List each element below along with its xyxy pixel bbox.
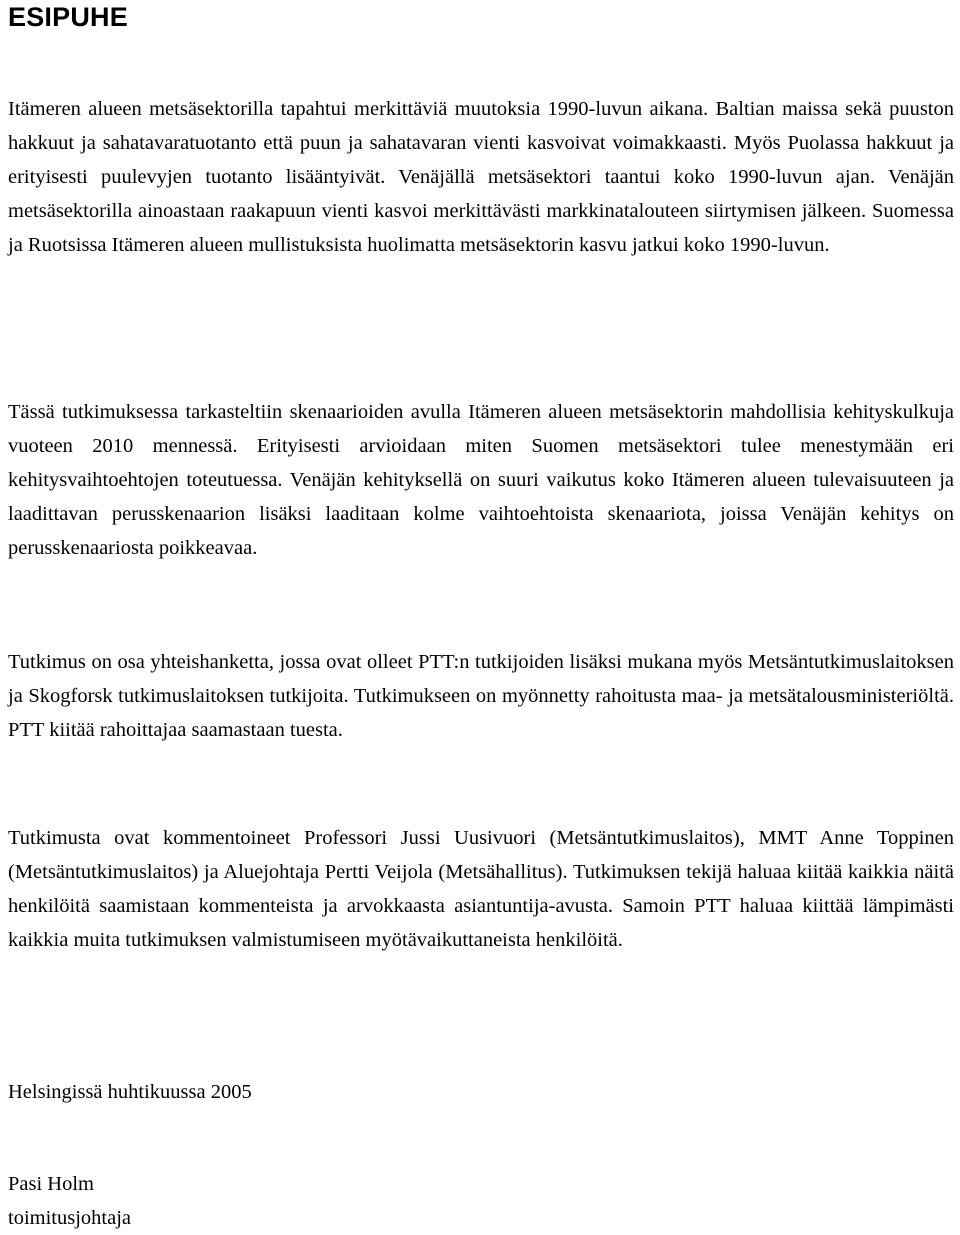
signer-title: toimitusjohtaja (8, 1207, 131, 1229)
signer-name: Pasi Holm (8, 1173, 94, 1195)
paragraph-acknowledgements: Tutkimusta ovat kommentoineet Professori Jussi Uusivuori (Metsäntutkimuslaitos), MMT Anne Toppinen (Metsäntutkimuslaitos) ja Aluejohtaja Pertti Veijola (Metsähallitus). Tutkimuksen tekijä haluaa kiitää kaikkia näitä henkilöitä saamistaan kommenteista ja arvokkaasta asiantuntija-avusta. Samoin PTT haluaa kiittää lämpimästi kaikkia muita tutkimuksen valmistumiseen myötävaikuttaneista henkilöitä. (8, 827, 954, 951)
place-and-date: Helsingissä huhtikuussa 2005 (8, 1081, 252, 1103)
paragraph-baltic-forest-sector: Itämeren alueen metsäsektorilla tapahtui merkittäviä muutoksia 1990-luvun aikana. Baltian maissa sekä puuston hakkuut ja sahatavaratuotanto että puun ja sahatavaran vienti kasvoivat voimakkaasti. Myös Puolassa hakkuut ja erityisesti puulevyjen tuotanto lisääntyivät. Venäjällä metsäsektori taantui koko 1990-luvun ajan. Venäjän metsäsektorilla ainoastaan raakapuun vienti kasvoi merkittävästi markkinatalouteen siirtymisen jälkeen. Suomessa ja Ruotsissa Itämeren alueen mullistuksista huolimatta metsäsektorin kasvu jatkui koko 1990-luvun. (8, 98, 954, 256)
page-title: ESIPUHE (8, 2, 128, 32)
paragraph-joint-project-funding: Tutkimus on osa yhteishanketta, jossa ovat olleet PTT:n tutkijoiden lisäksi mukana myös Metsäntutkimuslaitoksen ja Skogforsk tutkimuslaitoksen tutkijoita. Tutkimukseen on myönnetty rahoitusta maa- ja metsätalousministeriöltä. PTT kiitää rahoittajaa saamastaan tuesta. (8, 651, 954, 741)
paragraph-study-scenarios: Tässä tutkimuksessa tarkasteltiin skenaarioiden avulla Itämeren alueen metsäsektorin mahdollisia kehityskulkuja vuoteen 2010 mennessä. Erityisesti arvioidaan miten Suomen metsäsektori tulee menestymään eri kehitysvaihtoehtojen toteutuessa. Venäjän kehityksellä on suuri vaikutus koko Itämeren alueen tulevaisuuteen ja laadittavan perusskenaarion lisäksi laaditaan kolme vaihtoehtoista skenaariota, joissa Venäjän kehitys on perusskenaariosta poikkeavaa. (8, 401, 954, 559)
